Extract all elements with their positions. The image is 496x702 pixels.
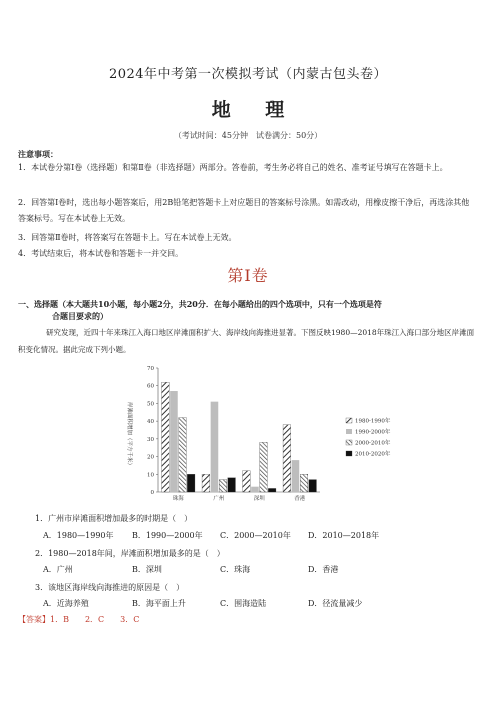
- question-2-stem: 2．1980—2018年间，岸滩面积增加最多的是（ ）: [35, 549, 225, 558]
- answer-label: 【答案】: [18, 615, 50, 624]
- note-item: 4．考试结束后，将本试卷和答题卡一并交回。: [18, 249, 184, 258]
- x-tick-label: 香港: [294, 496, 306, 502]
- x-tick-label: 深圳: [253, 496, 265, 502]
- x-tick-label: 广州: [213, 496, 225, 502]
- x-axis-labels: [173, 494, 306, 502]
- volume-title: 第Ⅰ卷: [227, 266, 269, 285]
- question-1-option-d: D．2010—2018年: [308, 531, 380, 540]
- question-1-option-b: B．1990—2000年: [132, 531, 203, 540]
- question-2-option-c: C．珠海: [220, 565, 251, 574]
- notes-title: 注意事项：: [18, 149, 58, 159]
- legend-label: 2010-2020年: [355, 451, 391, 458]
- legend-label: 1990-2000年: [355, 429, 391, 436]
- legend-swatch: [346, 418, 352, 423]
- bar: [300, 474, 308, 492]
- bar: [228, 478, 236, 492]
- note-item: 1．本试卷分第Ⅰ卷（选择题）和第Ⅱ卷（非选择题）两部分。答卷前，考生务必将自己的姓名、准考证号填写在答题卡上。: [18, 163, 448, 172]
- section-heading-continued: 合题目要求的）: [52, 311, 108, 321]
- legend-swatch: [346, 429, 352, 434]
- question-3-option-a: A．近海养殖: [43, 599, 89, 608]
- note-item: 2．回答第Ⅰ卷时，选出每小题答案后，用2B铅笔把答题卡上对应题目的答案标号涂黑。如需改动，用橡皮擦干净后，再选涂其他答案标号。写在本试卷上无效。: [18, 198, 470, 223]
- section-heading: 一、选择题（本大题共10小题，每小题2分，共20分．在每小题给出的四个选项中，只有一个选项是符: [18, 299, 382, 309]
- bars-group: [162, 382, 317, 492]
- x-tick-label: 珠海: [172, 496, 184, 502]
- legend-label: 1980-1990年: [355, 418, 391, 425]
- y-tick-label: 0: [150, 490, 154, 496]
- question-3-stem: 3．该地区海岸线向海推进的原因是（ ）: [35, 583, 185, 592]
- legend-swatch: [346, 440, 352, 445]
- y-tick-label: 20: [147, 454, 154, 461]
- y-tick-label: 50: [147, 401, 154, 408]
- bar: [243, 471, 251, 492]
- y-axis-label: 岸滩面积增加（平方千米）: [126, 401, 132, 469]
- bar: [251, 487, 259, 492]
- legend-swatch: [346, 451, 352, 456]
- note-item: 3．回答第Ⅱ卷时，将答案写在答题卡上。写在本试卷上无效。: [18, 233, 237, 242]
- question-3-option-d: D．径流量减少: [308, 599, 363, 608]
- y-tick-label: 10: [147, 472, 154, 479]
- question-1-option-c: C．2000—2010年: [220, 531, 291, 540]
- bar: [292, 460, 300, 492]
- y-tick-label: 40: [147, 419, 154, 426]
- question-3-option-b: B．海平面上升: [132, 599, 186, 608]
- question-3-option-c: C．围海造陆: [220, 599, 267, 608]
- bar: [202, 474, 210, 492]
- answer-text: 1．B 2．C 3．C: [50, 615, 140, 624]
- bar: [162, 382, 170, 492]
- chart-legend: [346, 417, 391, 458]
- exam-info: （考试时间：45分钟 试卷满分：50分）: [173, 131, 323, 140]
- answer-line: [18, 614, 139, 625]
- bar: [170, 391, 178, 492]
- question-1-option-a: A．1980—1990年: [43, 531, 114, 540]
- bar: [179, 418, 187, 492]
- question-1-stem: 1．广州市岸滩面积增加最多的时期是（ ）: [35, 514, 193, 523]
- subject-title: 地 理: [211, 99, 299, 121]
- bar: [260, 442, 268, 492]
- bar: [187, 474, 195, 492]
- exam-title: 2024年中考第一次模拟考试（内蒙古包头卷）: [108, 67, 388, 82]
- legend-label: 2000-2010年: [355, 440, 391, 447]
- y-tick-label: 70: [147, 366, 154, 372]
- bar: [211, 402, 219, 492]
- section-intro: 研究发现，近四十年来珠江入海口地区岸滩面积扩大、海岸线向海推进显著。下图反映1980—2018年珠江入海口部分地区岸滩面积变化情况。据此完成下列小题。: [18, 328, 475, 354]
- bar: [309, 480, 317, 492]
- bar: [219, 480, 227, 492]
- y-tick-label: 30: [147, 436, 154, 443]
- bar: [268, 488, 276, 492]
- question-2-option-a: A．广州: [43, 565, 73, 574]
- question-2-option-b: B．深圳: [132, 565, 162, 574]
- bar-chart: [120, 360, 420, 510]
- question-2-option-d: D．香港: [308, 565, 339, 574]
- y-tick-label: 60: [147, 383, 154, 390]
- bar: [283, 425, 291, 492]
